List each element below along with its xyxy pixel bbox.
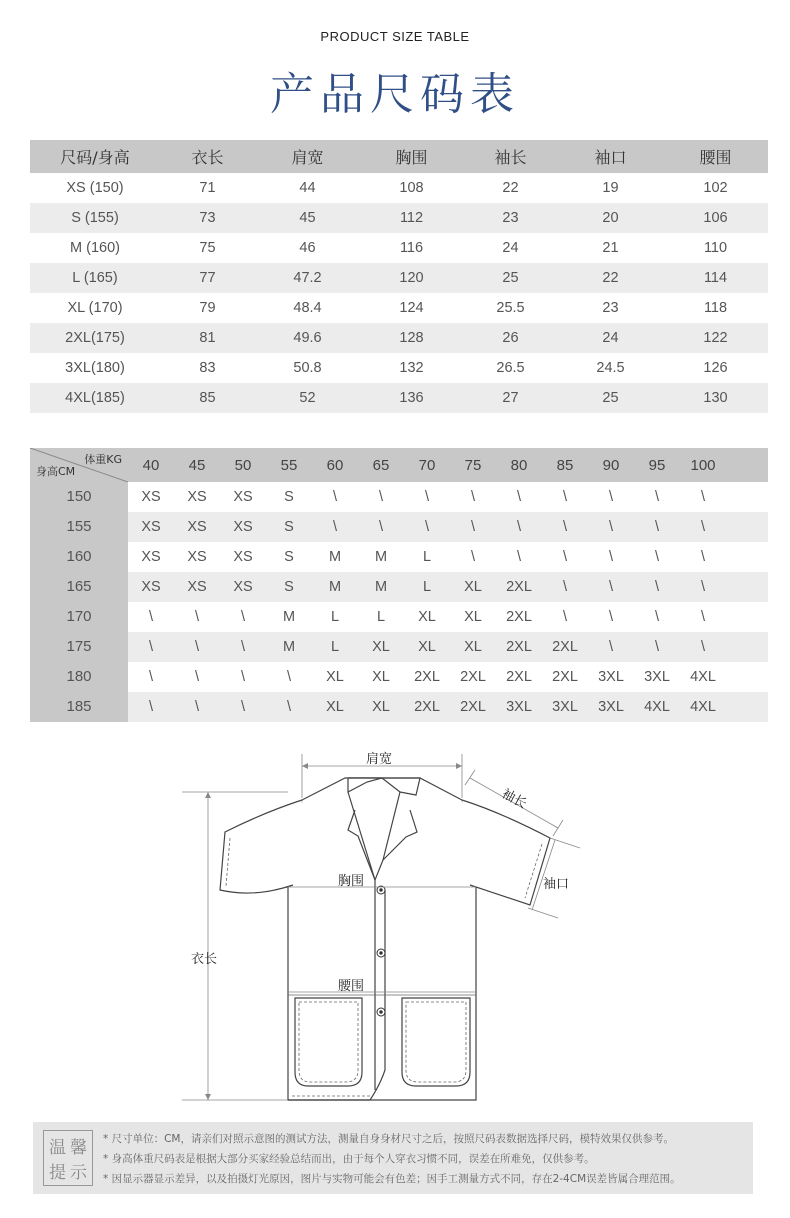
table-cell: 130 bbox=[703, 390, 728, 406]
table-cell: 24 bbox=[502, 240, 519, 256]
matrix-cell: \ bbox=[424, 519, 430, 535]
matrix-cell: \ bbox=[608, 579, 614, 595]
table-row bbox=[30, 263, 768, 293]
matrix-cell: XL bbox=[372, 669, 390, 685]
height-weight-matrix bbox=[30, 448, 768, 722]
matrix-cell: \ bbox=[516, 519, 522, 535]
matrix-cell: XL bbox=[418, 639, 436, 655]
tips-line: * 因显示器显示差异，以及拍摄灯光原因，图片与实物可能会有色差；因手工测量方式不同，存在2-4CM误差皆属合理范围。 bbox=[103, 1173, 681, 1185]
table-cell: 108 bbox=[399, 180, 424, 196]
table-row bbox=[30, 383, 768, 413]
weight-header: 45 bbox=[188, 456, 206, 474]
matrix-cell: 2XL bbox=[506, 669, 532, 685]
height-header: 185 bbox=[30, 692, 128, 722]
table-cell: 47.2 bbox=[293, 270, 322, 286]
matrix-header bbox=[30, 448, 768, 482]
table-cell: L (165) bbox=[72, 270, 118, 286]
height-axis-label: 身高CM bbox=[36, 465, 76, 478]
table-cell: M (160) bbox=[70, 240, 120, 256]
matrix-cell: \ bbox=[562, 609, 568, 625]
page-subtitle: PRODUCT SIZE TABLE bbox=[320, 29, 470, 44]
matrix-cell: \ bbox=[148, 669, 154, 685]
column-header: 腰围 bbox=[699, 148, 732, 167]
weight-header: 50 bbox=[234, 456, 252, 474]
table-cell: 45 bbox=[299, 210, 316, 226]
matrix-cell: \ bbox=[378, 489, 384, 505]
matrix-row bbox=[30, 692, 768, 722]
matrix-cell: \ bbox=[700, 519, 706, 535]
matrix-cell: XS bbox=[141, 549, 161, 565]
matrix-cell: \ bbox=[332, 489, 338, 505]
matrix-cell: XS bbox=[233, 519, 253, 535]
column-header: 肩宽 bbox=[291, 148, 324, 167]
table-row bbox=[30, 173, 768, 203]
matrix-cell: \ bbox=[654, 579, 660, 595]
matrix-row bbox=[30, 662, 768, 692]
matrix-cell: \ bbox=[286, 699, 292, 715]
matrix-cell: \ bbox=[470, 489, 476, 505]
matrix-cell: \ bbox=[470, 549, 476, 565]
shoulder-label: 肩宽 bbox=[366, 752, 393, 767]
matrix-cell: \ bbox=[608, 609, 614, 625]
matrix-cell: 2XL bbox=[414, 699, 440, 715]
table-cell: 124 bbox=[399, 300, 424, 316]
matrix-cell: XS bbox=[141, 519, 161, 535]
matrix-cell: \ bbox=[700, 489, 706, 505]
table-cell: 46 bbox=[299, 240, 316, 256]
page-title: 产品尺码表 bbox=[270, 69, 520, 120]
tips-char: 提 bbox=[49, 1163, 66, 1183]
matrix-cell: \ bbox=[654, 519, 660, 535]
matrix-cell: \ bbox=[240, 699, 246, 715]
matrix-cell: 2XL bbox=[506, 609, 532, 625]
matrix-cell: XS bbox=[187, 579, 207, 595]
matrix-cell: XL bbox=[326, 669, 344, 685]
table-cell: 116 bbox=[399, 240, 424, 256]
table-cell: 114 bbox=[703, 270, 728, 286]
table-cell: 106 bbox=[703, 210, 728, 226]
column-header: 袖长 bbox=[494, 148, 527, 167]
matrix-cell: \ bbox=[700, 609, 706, 625]
table-cell: 20 bbox=[602, 210, 619, 226]
weight-header: 65 bbox=[372, 456, 390, 474]
matrix-cell: 2XL bbox=[414, 669, 440, 685]
matrix-cell: \ bbox=[194, 609, 200, 625]
table-row bbox=[30, 293, 768, 323]
matrix-cell: 2XL bbox=[552, 639, 578, 655]
table-cell: 83 bbox=[199, 360, 216, 376]
table-cell: 44 bbox=[299, 180, 316, 196]
table-cell: 73 bbox=[199, 210, 216, 226]
matrix-cell: XS bbox=[187, 489, 207, 505]
weight-header: 95 bbox=[648, 456, 666, 474]
table-row bbox=[30, 323, 768, 353]
matrix-cell: M bbox=[282, 639, 296, 655]
garment-diagram bbox=[170, 740, 590, 1110]
table-row bbox=[30, 233, 768, 263]
column-header: 胸围 bbox=[395, 148, 428, 167]
matrix-cell: 2XL bbox=[460, 699, 486, 715]
table-cell: 126 bbox=[703, 360, 728, 376]
matrix-cell: 3XL bbox=[506, 699, 532, 715]
matrix-cell: S bbox=[284, 519, 294, 535]
matrix-cell: \ bbox=[654, 639, 660, 655]
matrix-cell: \ bbox=[470, 519, 476, 535]
matrix-cell: \ bbox=[240, 639, 246, 655]
matrix-cell: \ bbox=[654, 609, 660, 625]
table-cell: XL (170) bbox=[67, 300, 123, 316]
table-cell: 25 bbox=[502, 270, 519, 286]
matrix-cell: \ bbox=[700, 549, 706, 565]
matrix-corner bbox=[30, 448, 128, 482]
matrix-cell: \ bbox=[608, 519, 614, 535]
matrix-cell: M bbox=[328, 579, 342, 595]
table-row bbox=[30, 353, 768, 383]
table-cell: 3XL(180) bbox=[65, 360, 125, 376]
matrix-cell: \ bbox=[654, 489, 660, 505]
table-cell: 79 bbox=[199, 300, 216, 316]
weight-header: 60 bbox=[326, 456, 344, 474]
matrix-cell: \ bbox=[148, 609, 154, 625]
table-cell: 110 bbox=[703, 240, 728, 256]
waist-label: 腰围 bbox=[338, 979, 365, 994]
matrix-cell: \ bbox=[240, 609, 246, 625]
matrix-cell: \ bbox=[608, 489, 614, 505]
matrix-cell: \ bbox=[148, 639, 154, 655]
matrix-cell: 2XL bbox=[552, 669, 578, 685]
matrix-row bbox=[30, 632, 768, 662]
height-header: 155 bbox=[30, 512, 128, 542]
table-cell: 75 bbox=[199, 240, 216, 256]
matrix-row bbox=[30, 542, 768, 572]
matrix-cell: M bbox=[328, 549, 342, 565]
table-cell: 120 bbox=[399, 270, 424, 286]
weight-header: 55 bbox=[280, 456, 298, 474]
weight-header: 75 bbox=[464, 456, 482, 474]
table-cell: 19 bbox=[602, 180, 619, 196]
table-cell: 26 bbox=[502, 330, 519, 346]
matrix-cell: XS bbox=[141, 489, 161, 505]
matrix-cell: \ bbox=[194, 639, 200, 655]
matrix-cell: \ bbox=[608, 549, 614, 565]
table-cell: 25 bbox=[602, 390, 619, 406]
matrix-cell: L bbox=[330, 609, 340, 625]
matrix-cell: XS bbox=[187, 519, 207, 535]
table-cell: XS (150) bbox=[66, 180, 124, 196]
height-header: 175 bbox=[30, 632, 128, 662]
matrix-cell: \ bbox=[148, 699, 154, 715]
tips-char: 馨 bbox=[70, 1138, 87, 1158]
table-cell: 27 bbox=[502, 390, 519, 406]
table-cell: 71 bbox=[199, 180, 216, 196]
matrix-row bbox=[30, 602, 768, 632]
column-header: 尺码/身高 bbox=[60, 148, 130, 167]
matrix-cell: \ bbox=[562, 489, 568, 505]
cuff-label: 袖口 bbox=[543, 877, 570, 892]
matrix-cell: XL bbox=[464, 609, 482, 625]
matrix-cell: XS bbox=[141, 579, 161, 595]
table-cell: 25.5 bbox=[496, 300, 525, 316]
height-header: 170 bbox=[30, 602, 128, 632]
weight-header: 80 bbox=[510, 456, 528, 474]
tips-line: * 尺寸单位：CM，请亲们对照示意图的测试方法，测量自身身材尺寸之后，按照尺码表数据选择尺码，模特效果仅供参考。 bbox=[103, 1133, 674, 1145]
matrix-cell: \ bbox=[424, 489, 430, 505]
tips-char: 示 bbox=[70, 1163, 87, 1183]
matrix-cell: S bbox=[284, 549, 294, 565]
matrix-cell: L bbox=[376, 609, 386, 625]
tips-char: 温 bbox=[49, 1138, 66, 1158]
matrix-cell: XS bbox=[233, 489, 253, 505]
matrix-cell: \ bbox=[332, 519, 338, 535]
matrix-cell: 4XL bbox=[644, 699, 670, 715]
matrix-cell: XL bbox=[326, 699, 344, 715]
matrix-cell: \ bbox=[194, 699, 200, 715]
matrix-cell: \ bbox=[562, 579, 568, 595]
matrix-cell: XL bbox=[372, 699, 390, 715]
table-cell: 21 bbox=[602, 240, 619, 256]
table-cell: 118 bbox=[703, 300, 728, 316]
tips-line: * 身高体重尺码表是根据大部分买家经验总结而出，由于每个人穿衣习惯不同，误差在所难免，仅供参考。 bbox=[103, 1153, 595, 1165]
table-cell: 85 bbox=[199, 390, 216, 406]
weight-header: 90 bbox=[602, 456, 620, 474]
sleeve-length-label: 袖长 bbox=[499, 786, 530, 812]
matrix-cell: 3XL bbox=[598, 669, 624, 685]
table-row bbox=[30, 203, 768, 233]
matrix-cell: \ bbox=[562, 549, 568, 565]
matrix-cell: 2XL bbox=[506, 579, 532, 595]
table-cell: 23 bbox=[602, 300, 619, 316]
tips-tag bbox=[33, 1122, 103, 1194]
table-cell: 4XL(185) bbox=[65, 390, 125, 406]
table-cell: 132 bbox=[399, 360, 424, 376]
table-cell: 48.4 bbox=[293, 300, 322, 316]
table-cell: 23 bbox=[502, 210, 519, 226]
weight-header: 100 bbox=[690, 456, 716, 474]
length-label: 衣长 bbox=[191, 952, 218, 967]
height-header: 180 bbox=[30, 662, 128, 692]
matrix-row bbox=[30, 572, 768, 602]
matrix-cell: M bbox=[374, 549, 388, 565]
table-cell: 112 bbox=[399, 210, 424, 226]
column-header: 衣长 bbox=[191, 148, 224, 167]
table-cell: 77 bbox=[199, 270, 216, 286]
table-cell: 122 bbox=[703, 330, 728, 346]
table-cell: 49.6 bbox=[293, 330, 322, 346]
table-cell: 128 bbox=[399, 330, 424, 346]
table-cell: 26.5 bbox=[496, 360, 525, 376]
matrix-cell: S bbox=[284, 579, 294, 595]
height-header: 150 bbox=[30, 482, 128, 512]
weight-header: 40 bbox=[142, 456, 160, 474]
matrix-cell: 3XL bbox=[644, 669, 670, 685]
matrix-cell: \ bbox=[700, 639, 706, 655]
matrix-cell: XS bbox=[187, 549, 207, 565]
size-table-header bbox=[30, 140, 768, 173]
column-header: 袖口 bbox=[594, 148, 627, 167]
table-cell: 2XL(175) bbox=[65, 330, 125, 346]
weight-axis-label: 体重KG bbox=[84, 453, 122, 466]
weight-header: 70 bbox=[418, 456, 436, 474]
matrix-cell: XL bbox=[464, 639, 482, 655]
matrix-cell: 4XL bbox=[690, 669, 716, 685]
matrix-cell: XL bbox=[418, 609, 436, 625]
matrix-cell: XL bbox=[372, 639, 390, 655]
table-cell: 102 bbox=[703, 180, 728, 196]
matrix-cell: \ bbox=[286, 669, 292, 685]
matrix-cell: \ bbox=[516, 549, 522, 565]
matrix-cell: L bbox=[422, 579, 432, 595]
matrix-cell: M bbox=[374, 579, 388, 595]
table-cell: 52 bbox=[299, 390, 316, 406]
matrix-cell: \ bbox=[562, 519, 568, 535]
matrix-cell: 3XL bbox=[552, 699, 578, 715]
table-cell: 22 bbox=[602, 270, 619, 286]
matrix-cell: \ bbox=[654, 549, 660, 565]
table-cell: 22 bbox=[502, 180, 519, 196]
height-header: 165 bbox=[30, 572, 128, 602]
chest-label: 胸围 bbox=[338, 874, 365, 889]
matrix-cell: \ bbox=[194, 669, 200, 685]
table-cell: 50.8 bbox=[293, 360, 322, 376]
matrix-cell: \ bbox=[240, 669, 246, 685]
matrix-row bbox=[30, 482, 768, 512]
matrix-cell: S bbox=[284, 489, 294, 505]
matrix-cell: \ bbox=[700, 579, 706, 595]
table-cell: 81 bbox=[199, 330, 216, 346]
weight-header: 85 bbox=[556, 456, 574, 474]
matrix-cell: XS bbox=[233, 579, 253, 595]
height-header: 160 bbox=[30, 542, 128, 572]
matrix-cell: 3XL bbox=[598, 699, 624, 715]
matrix-cell: \ bbox=[608, 639, 614, 655]
tips-box bbox=[33, 1122, 753, 1194]
matrix-cell: 4XL bbox=[690, 699, 716, 715]
matrix-cell: \ bbox=[378, 519, 384, 535]
matrix-cell: L bbox=[330, 639, 340, 655]
matrix-cell: XS bbox=[233, 549, 253, 565]
matrix-row bbox=[30, 512, 768, 542]
matrix-cell: L bbox=[422, 549, 432, 565]
table-cell: 136 bbox=[399, 390, 424, 406]
table-cell: 24.5 bbox=[596, 360, 625, 376]
matrix-cell: \ bbox=[516, 489, 522, 505]
table-cell: S (155) bbox=[71, 210, 119, 226]
table-cell: 24 bbox=[602, 330, 619, 346]
matrix-cell: 2XL bbox=[460, 669, 486, 685]
matrix-cell: M bbox=[282, 609, 296, 625]
matrix-cell: XL bbox=[464, 579, 482, 595]
size-table bbox=[30, 140, 768, 413]
matrix-cell: 2XL bbox=[506, 639, 532, 655]
